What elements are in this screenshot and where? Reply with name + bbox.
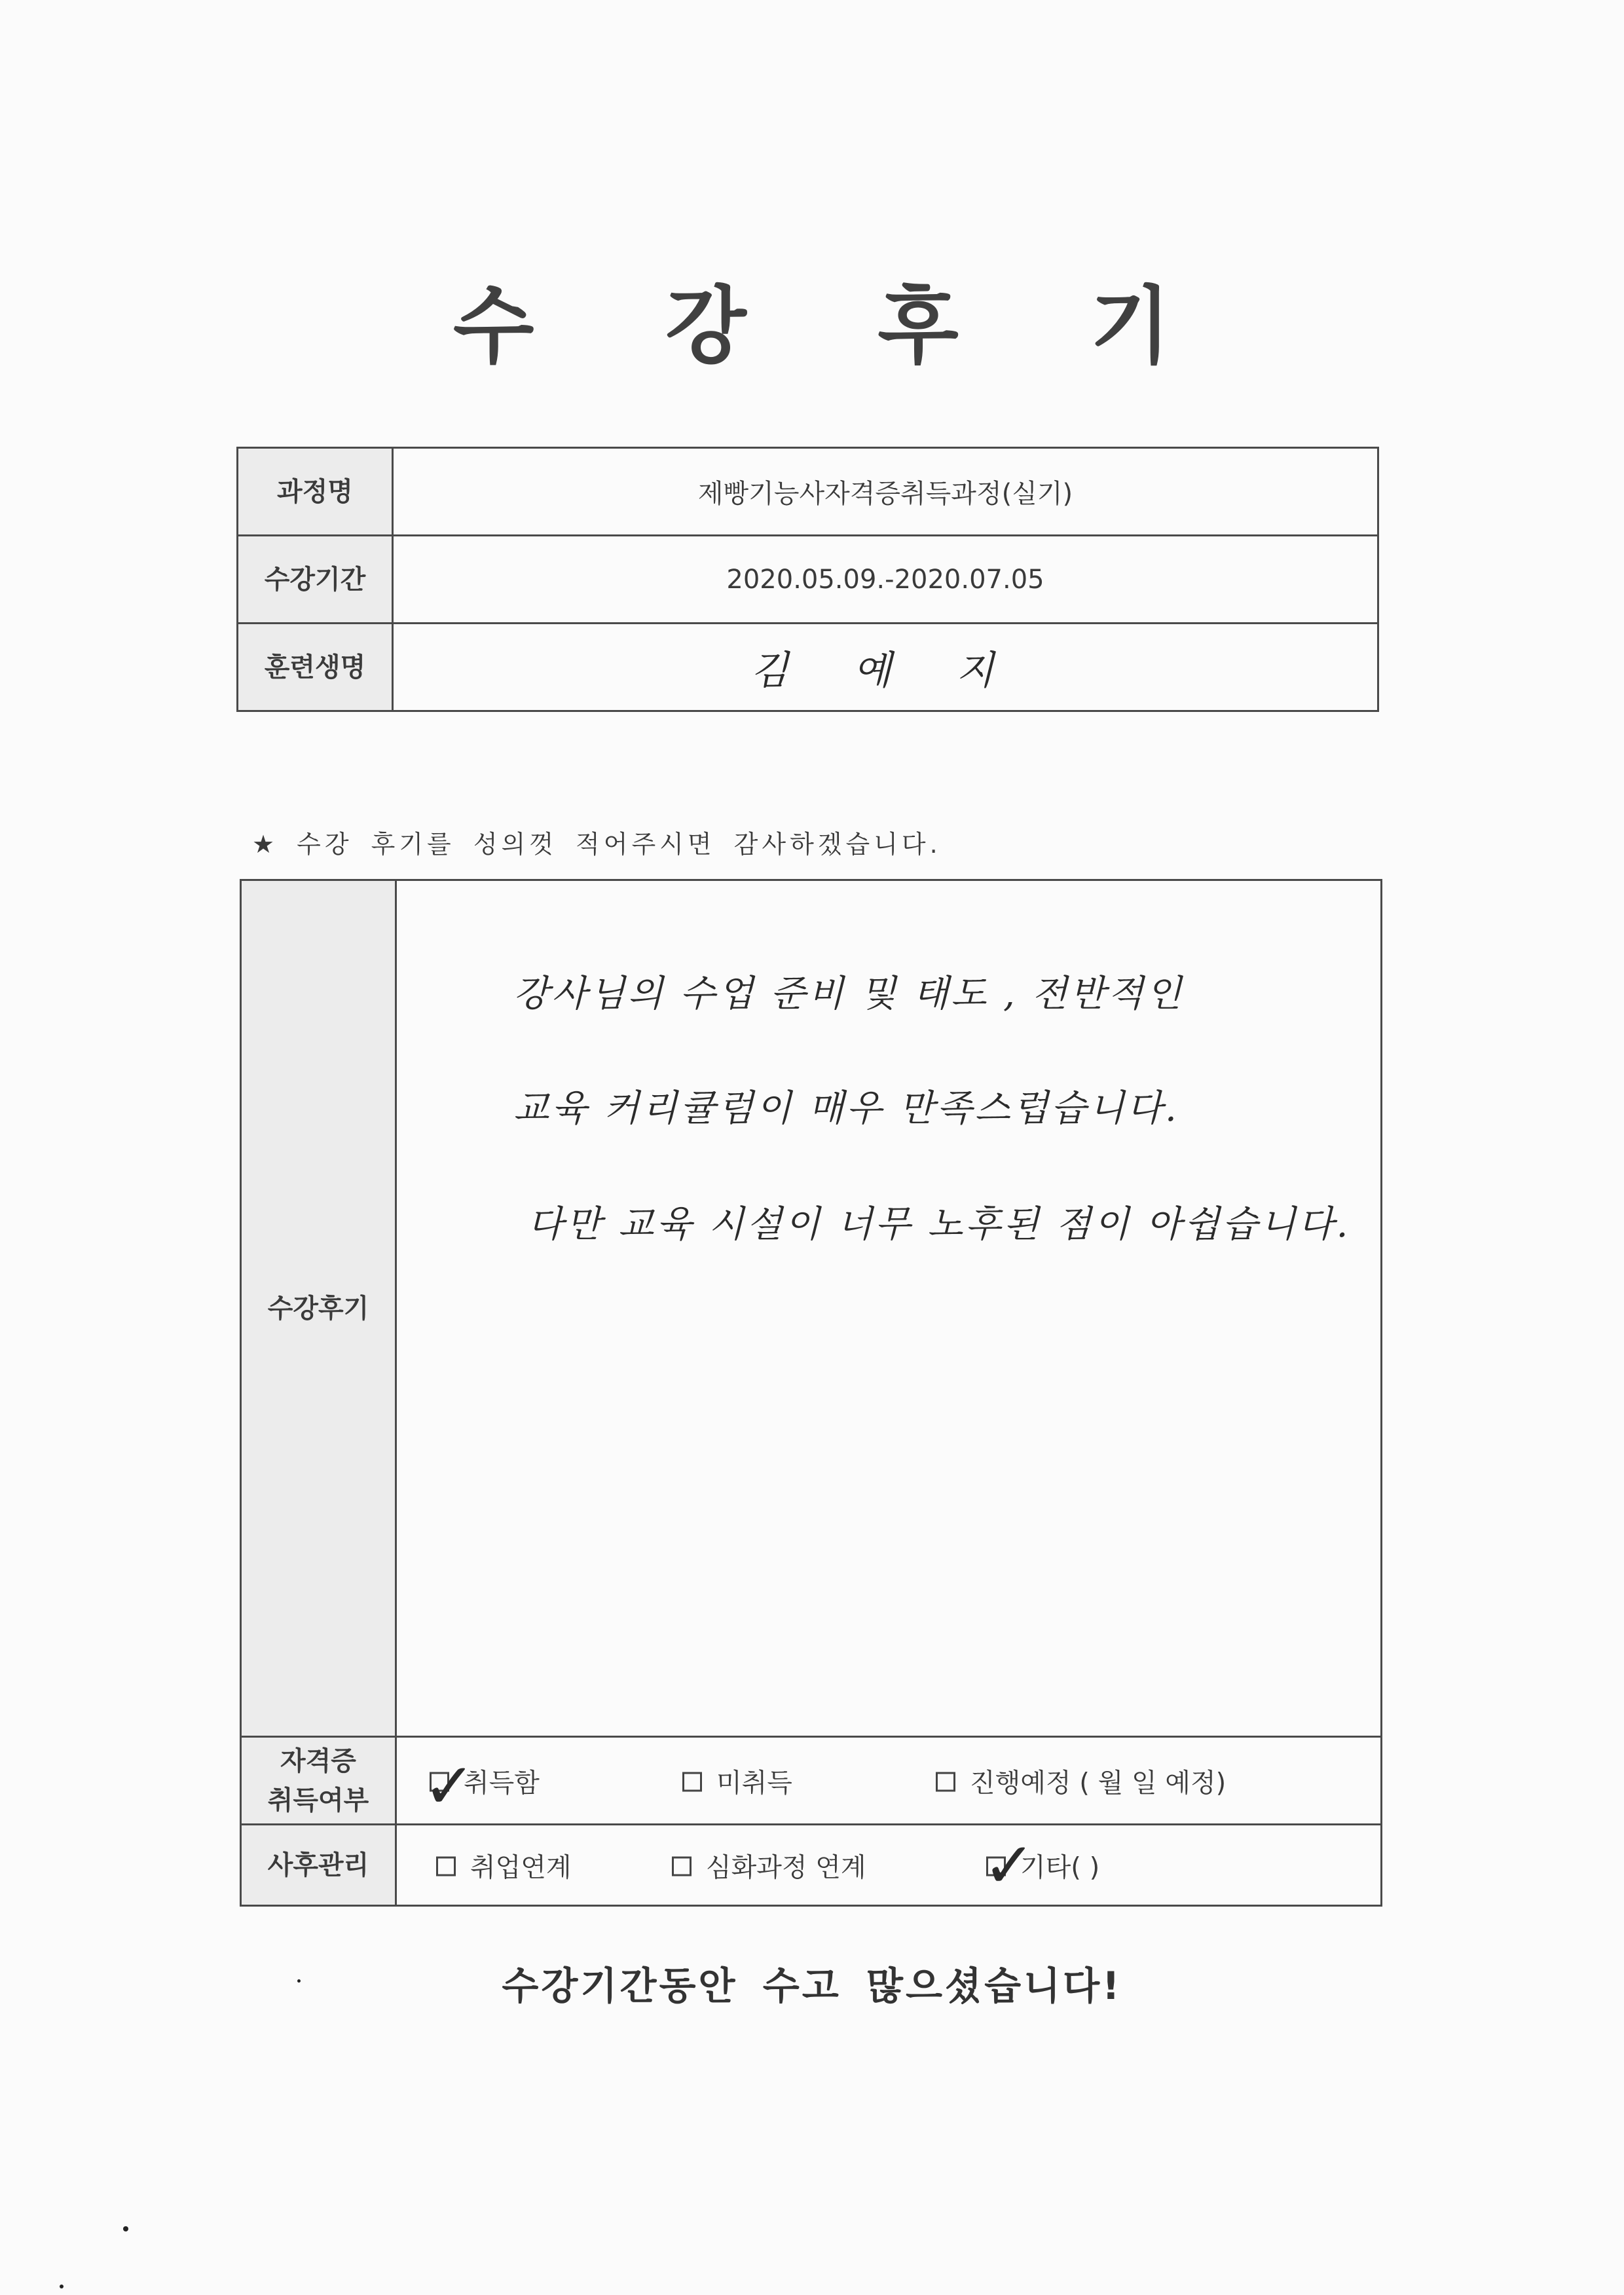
course-period-value: 2020.05.09.-2020.07.05 <box>393 536 1378 624</box>
certification-label-line1: 자격증 <box>280 1745 356 1776</box>
instruction-note: ★ 수강 후기를 성의껏 적어주시면 감사하겠습니다. <box>252 830 942 859</box>
course-period-row <box>238 536 1378 624</box>
certification-row <box>241 1737 1382 1825</box>
review-label: 수강후기 <box>241 880 396 1737</box>
checkbox-icon[interactable] <box>436 1856 456 1876</box>
course-name-row <box>238 448 1378 536</box>
checkbox-icon[interactable] <box>682 1772 702 1791</box>
document-title: 수 강 후 기 <box>452 278 1223 375</box>
checkbox-icon[interactable] <box>936 1772 955 1791</box>
cert-option-scheduled[interactable] <box>936 1762 1226 1799</box>
aftercare-options <box>396 1825 1382 1906</box>
check-mark-icon: ✓ <box>983 1828 1036 1902</box>
aftercare-option-other-label: 기타( ) <box>1020 1852 1100 1882</box>
cert-option-not-acquired-label: 미취득 <box>716 1768 792 1798</box>
review-row <box>241 880 1382 1737</box>
trainee-name-value: 김 예 지 <box>393 624 1378 711</box>
certification-label <box>241 1737 396 1825</box>
checkbox-icon[interactable] <box>672 1856 692 1876</box>
course-name-label: 과정명 <box>238 448 393 536</box>
aftercare-option-employment-label: 취업연계 <box>470 1852 572 1882</box>
trainee-name-label: 훈련생명 <box>238 624 393 711</box>
course-name-value: 제빵기능사자격증취득과정(실기) <box>393 448 1378 536</box>
course-period-label: 수강기간 <box>238 536 393 624</box>
review-line-1: 강사님의 수업 준비 및 태도 , 전반적인 <box>513 973 1185 1015</box>
aftercare-option-employment[interactable] <box>436 1846 572 1884</box>
closing-message: 수강기간동안 수고 많으셨습니다! <box>502 1964 1122 2008</box>
certification-label-line2: 취득여부 <box>267 1785 369 1816</box>
aftercare-row <box>241 1825 1382 1906</box>
course-info-table <box>236 447 1379 712</box>
aftercare-option-advanced-label: 심화과정 연계 <box>706 1852 866 1882</box>
cert-option-not-acquired[interactable] <box>682 1762 792 1799</box>
scan-speck <box>297 1979 301 1983</box>
review-line-3: 다만 교육 시설이 너무 노후된 점이 아쉽습니다. <box>528 1203 1351 1246</box>
scan-speck <box>60 2285 64 2288</box>
review-content <box>396 880 1382 1737</box>
certification-options <box>396 1737 1382 1825</box>
review-line-2: 교육 커리큘럼이 매우 만족스럽습니다. <box>513 1087 1179 1130</box>
scan-speck <box>123 2226 128 2231</box>
trainee-name-row <box>238 624 1378 711</box>
cert-option-scheduled-label: 진행예정 ( 월 일 예정) <box>970 1768 1227 1798</box>
cert-option-acquired-label: 취득함 <box>464 1768 540 1798</box>
aftercare-label: 사후관리 <box>241 1825 396 1906</box>
review-table <box>240 879 1382 1907</box>
check-mark-icon: ✓ <box>423 1749 476 1823</box>
aftercare-option-advanced[interactable] <box>672 1846 866 1884</box>
